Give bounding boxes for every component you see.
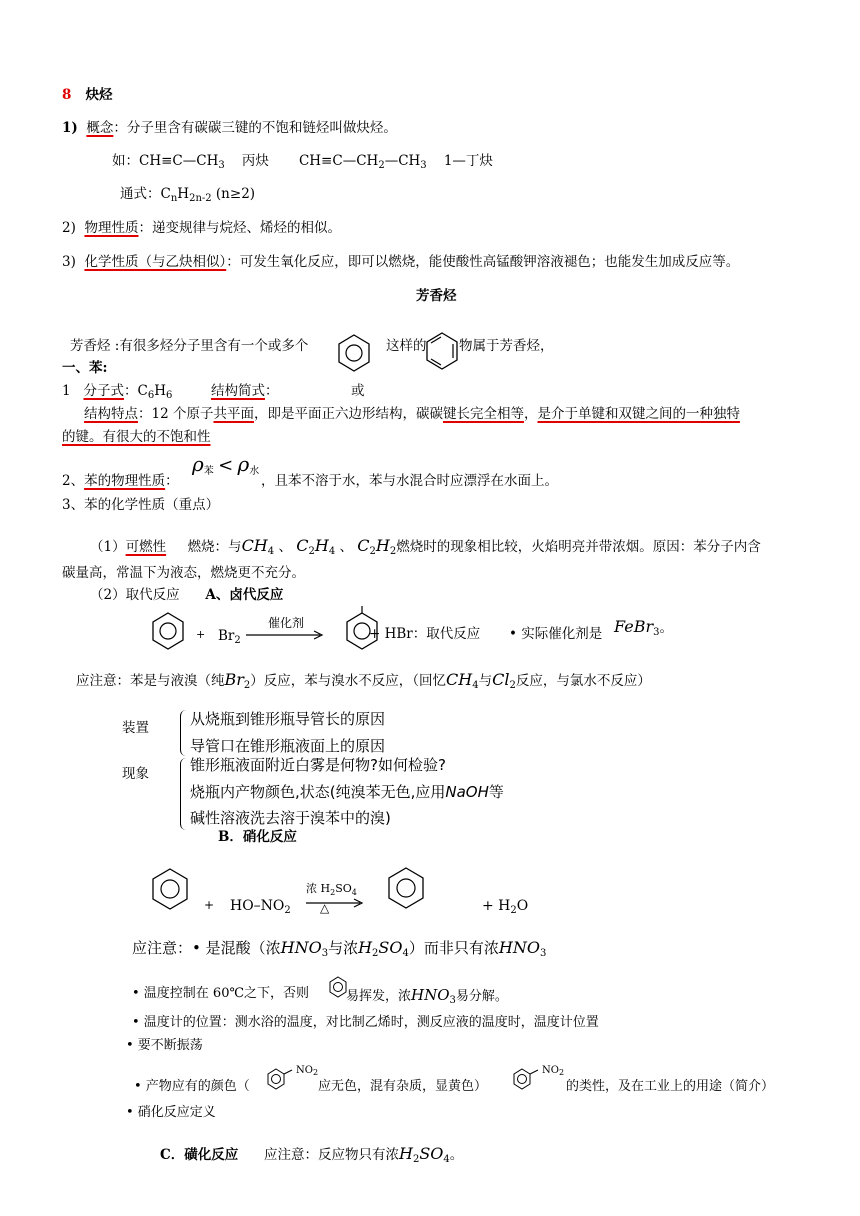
or-text: 或 xyxy=(351,383,365,399)
nitric-acid-reagent: $HO-NO_2$ xyxy=(230,898,291,916)
bromine-reagent: $Br_2$ xyxy=(218,628,241,646)
density-comparison: $\rho_苯 < \rho_水$ xyxy=(192,452,260,477)
no2-label-2: $NO_2$ xyxy=(542,1065,565,1077)
halogenation-note: 应注意：苯是与液溴（纯$Br_2$）反应，苯与溴水不反应，（回忆$CH_4$与$Cl_2$反应，与氯水不反应） xyxy=(76,670,651,691)
plus-sign: + xyxy=(196,628,206,641)
apparatus-brace xyxy=(180,710,187,756)
actual-catalyst: • 实际催化剂是 xyxy=(509,626,603,642)
febr3: FeBr$_3$。 xyxy=(614,617,673,638)
apparatus-label: 装置 xyxy=(122,720,149,736)
section-title: 炔烃 xyxy=(85,87,113,103)
brace-item-1: 从烧瓶到锥形瓶导管长的原因 xyxy=(190,710,386,728)
nitrobenzene-small-icon xyxy=(266,1066,296,1090)
brace-item-3: 锥形瓶液面附近白雾是何物?如何检验? xyxy=(190,756,446,774)
brace-item-2: 导管口在锥形瓶液面上的原因 xyxy=(190,737,386,755)
nitration-definition: • 硝化反应定义 xyxy=(126,1105,216,1120)
nitration-heading: B．硝化反应 xyxy=(218,829,297,845)
aromatic-heading: 芳香烃 xyxy=(416,288,457,304)
section-number: 8 xyxy=(62,87,72,103)
catalyst-label: 催化剂 xyxy=(268,616,305,630)
product-color-note-b: 应无色，混有杂质，显黄色） xyxy=(318,1079,488,1094)
concept-term: 概念 xyxy=(86,120,114,136)
brace-item-5: 碱性溶液洗去溶于溴苯中的溴) xyxy=(190,809,391,827)
aromatic-definition-c: 物属于芳香烃， xyxy=(459,338,554,354)
substitution-heading: （2）取代反应 A、卤代反应 xyxy=(90,587,284,603)
combustion-line-cont: 碳量高，常温下为液态，燃烧更不充分。 xyxy=(62,565,305,581)
nitration-plus: + xyxy=(204,898,215,912)
temperature-note-b: 易挥发，浓$HNO_3$易分解。 xyxy=(346,986,508,1006)
no2-label-1: $NO_2$ xyxy=(296,1065,319,1077)
benzene-small-icon xyxy=(328,976,348,998)
benzene-kekule-icon xyxy=(424,331,460,373)
phenomenon-brace xyxy=(180,758,187,830)
sulfonation-line: C．磺化反应 应注意：反应物只有浓$H_2SO_4$。 xyxy=(160,1144,464,1165)
nitrobenzene-small-icon-2 xyxy=(512,1066,542,1090)
benzene-physical: 2、苯的物理性质： xyxy=(62,473,179,489)
reaction-arrow-icon xyxy=(244,630,326,640)
combustion-line: （1）可燃性 燃烧：与$CH_4$ 、 $C_2H_4$ 、 $C_2H_2$燃烧时的现象相比较，火焰明亮并带浓烟。原因：苯分子内含 xyxy=(90,536,761,557)
aromatic-definition-b: 这样的 xyxy=(386,338,427,354)
benzene-ring-icon xyxy=(336,333,372,373)
nitration-arrow-icon xyxy=(304,898,366,916)
benzene-physical-text: ，且苯不溶于水，苯与水混合时应漂浮在水面上。 xyxy=(261,473,558,489)
structure-feature: 结构特点：12 个原子共平面，即是平面正六边形结构，碳碳键长完全相等，是介于单键和双键之间的一种独特 xyxy=(84,406,740,422)
structure-feature-cont: 的键。有很大的不饱和性 xyxy=(62,429,211,445)
alkyne-examples: 如：$CH\equiv C—CH_3$ 丙炔 $CH\equiv C—CH_2—CH_3$ 1—丁炔 xyxy=(112,153,493,171)
alkyne-physical: 2) 物理性质：递变规律与烷烃、烯烃的相似。 xyxy=(62,220,341,236)
shaking-note: • 要不断振荡 xyxy=(126,1038,203,1053)
nitrobenzene-product-icon xyxy=(386,866,426,912)
heat-symbol: △ xyxy=(320,901,330,915)
phenomenon-label: 现象 xyxy=(122,766,149,782)
alkyne-general-formula: 通式：$C_nH_{2n-2}$ (n≥2) xyxy=(120,186,256,204)
water-product: + $H_2O$ xyxy=(482,898,529,916)
product-color-note-c: 的类性，及在工业上的用途（简介） xyxy=(566,1079,775,1094)
brace-item-4: 烧瓶内产物颜色,状态(纯溴苯无色,应用NaOH等 xyxy=(190,783,504,801)
mixed-acid-note: 应注意：• 是混酸（浓$HNO_3$与浓$H_2SO_4$）而非只有浓$HNO_3$ xyxy=(132,938,547,959)
alkyne-concept: 1) 概念：分子里含有碳碳三键的不饱和链烃叫做炔烃。 xyxy=(62,120,397,136)
benzene-chemical-heading: 3、苯的化学性质（重点） xyxy=(62,497,220,513)
product-color-note: • 产物应有的颜色（ xyxy=(134,1079,250,1094)
benzene-nitration-reactant-icon xyxy=(150,867,190,913)
thermometer-note: • 温度计的位置：测水浴的温度，对比制乙烯时，测反应液的温度时，温度计位置 xyxy=(132,1015,599,1030)
benzene-heading: 一、苯: xyxy=(62,360,108,376)
hbr-product: + HBr：取代反应 xyxy=(369,626,481,642)
benzene-reactant-icon xyxy=(150,611,186,653)
temperature-note: • 温度控制在 60℃之下，否则 xyxy=(132,986,310,1001)
alkyne-chemical: 3) 化学性质（与乙炔相似）：可发生氧化反应，即可以燃烧，能使酸性高锰酸钾溶液褪色；也能发生加成反应等。 xyxy=(62,254,740,270)
aromatic-definition: 芳香烃 :有很多烃分子里含有一个或多个 xyxy=(70,338,309,354)
nitration-catalyst: 浓 $H_2SO_4$ xyxy=(306,882,357,897)
benzene-formula-line: 1 分子式：$C_6H_6$ 结构简式： xyxy=(62,383,279,401)
